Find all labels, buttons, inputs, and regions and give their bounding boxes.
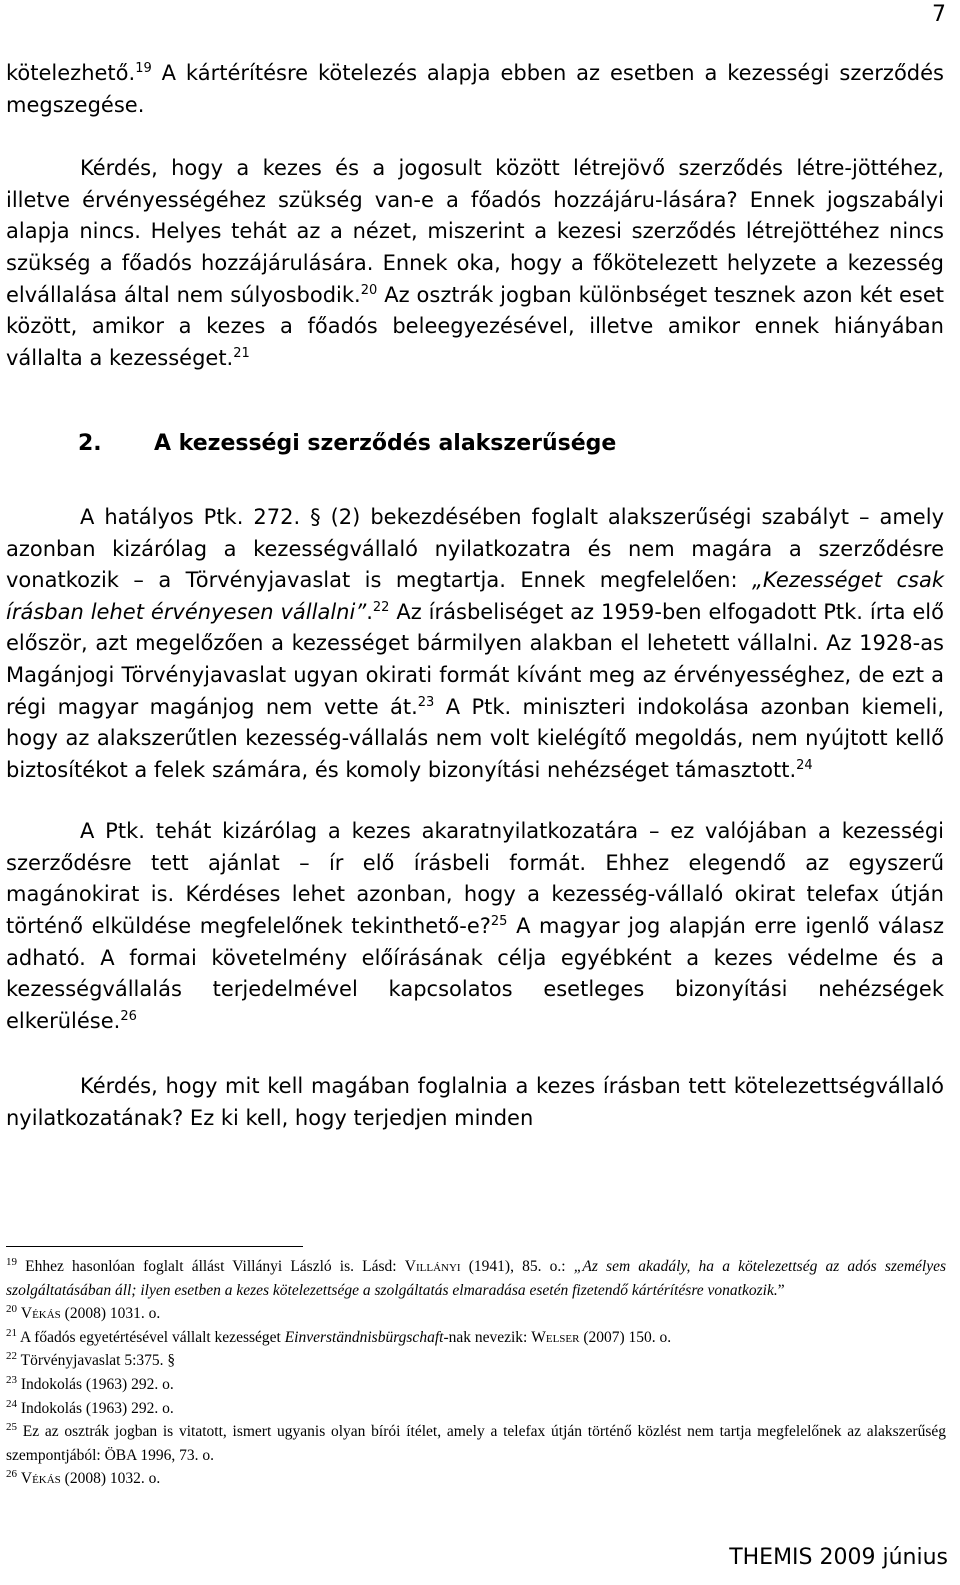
section-heading: [6, 428, 944, 460]
paragraph-5: [6, 1071, 944, 1134]
footnote-number: 21: [6, 1326, 17, 1339]
footnote-quote: „Az sem akadály, ha a kötelezettség az adós személyes szolgáltatásában áll; ilyen esetben a kezes kötelezettsége a szolgáltatás elmaradása esetén fizetendő kártérítésre vonatkozik.: [6, 1258, 946, 1299]
footnote-text: (1941), 85. o.:: [460, 1258, 574, 1275]
paragraph-1: [6, 58, 944, 121]
footnote-number: 23: [6, 1373, 17, 1386]
footnote-26: [6, 1467, 946, 1491]
footnote-25: [6, 1420, 946, 1467]
footnote-text: Ez az osztrák jogban is vitatott, ismert ugyanis olyan bírói ítélet, amely a telefax útján történő közlést nem tartja megfelelőnek az alakszerűség szempontjából: ÖBA 1996, 73. o.: [6, 1423, 946, 1464]
paragraph-text: .: [366, 599, 373, 624]
paragraph-2: [6, 153, 944, 374]
paragraph-text: Kérdés, hogy a kezes és a jogosult között létrejövő szerződés létre-jöttéhez, illetve érvényességéhez szükség van-e a főadós hozzájáru-lására? Ennek jogszabályi alapja nincs. Helyes tehát az a nézet, miszerint a kezesi szerződés létrejöttéhez nincs szükség a főadós hozzájárulására. Ennek oka, hogy a főkötelezett helyzete a kezesség elvállalása által nem súlyosbodik.: [6, 156, 944, 307]
footnote-23: [6, 1373, 946, 1397]
footnote-number: 26: [6, 1468, 17, 1481]
footnote-ref-21: 21: [233, 345, 250, 361]
footnote-text: Ehhez hasonlóan foglalt állást Villányi László is. Lásd:: [17, 1258, 405, 1275]
paragraph-text: A magyar jog alapján erre igenlő válasz adható. A formai követelmény előírásának célja egyébként a kezes védelme és a kezességvállalás terjedelmével kapcsolatos esetleges bizonyítási nehézségek elkerülése.: [6, 914, 944, 1033]
paragraph-text: A Ptk. tehát kizárólag a kezes akaratnyilatkozatára – ez valójában a kezességi szerződésre tett ajánlat – ír elő írásbeli formát. Ehhez elegendő az egyszerű magánokirat is. Kérdéses lehet azonban, hogy a kezesség-vállaló okirat telefax útján történő elküldése megfelelőnek tekinthető-e?: [6, 819, 944, 939]
footnote-text: Indokolás (1963) 292. o.: [17, 1399, 174, 1417]
body-text: [6, 58, 944, 1135]
footnote-term: Einverständnisbürgschaft: [284, 1328, 444, 1346]
footnote-ref-23: 23: [417, 694, 435, 710]
paragraph-3: [6, 502, 944, 786]
footnote-number: 22: [6, 1350, 17, 1363]
paragraph-text: A hatályos Ptk. 272. § (2) bekezdésében foglalt alakszerűségi szabályt – amely azonban kizárólag a kezességvállaló nyilatkozatra és nem magára a szerződésre vonatkozik – a Törvényjavaslat is megtartja. Ennek megfelelően:: [6, 504, 944, 593]
footnote-text: (2008) 1032. o.: [60, 1470, 161, 1488]
footnote-number: 19: [6, 1256, 17, 1268]
paragraph-text: Az osztrák jogban különbséget tesznek azon két eset között, amikor a kezes a főadós beleegyezésével, illetve amikor ennek hiányában vállalta a kezességet.: [6, 282, 944, 370]
footnote-22: [6, 1349, 946, 1373]
footnote-author: Welser: [531, 1328, 580, 1346]
footnote-ref-22: 22: [372, 599, 390, 615]
footnote-author: Vékás: [20, 1470, 61, 1488]
page-number: 7: [932, 2, 946, 27]
section-title: A kezességi szerződés alakszerűsége: [154, 431, 617, 457]
footnote-author: Villányi: [404, 1258, 461, 1275]
footnote-20: [6, 1302, 946, 1326]
footnote-ref-25: 25: [490, 914, 508, 930]
footnote-ref-20: 20: [360, 282, 378, 298]
footnote-separator: [6, 1246, 303, 1247]
paragraph-text: Kérdés, hogy mit kell magában foglalnia a kezes írásban tett kötelezettségvállaló nyilatkozatának? Ez ki kell, hogy terjedjen minden: [6, 1074, 944, 1131]
footnote-ref-19: 19: [135, 61, 152, 76]
footnotes: [6, 1255, 946, 1491]
paragraph-text: A kártérítésre kötelezés alapja ebben az esetben a kezességi szerződés megszegése.: [6, 61, 944, 117]
quoted-rule: „Kezességet csak írásban lehet érvényesen vállalni”: [6, 568, 944, 624]
footnote-21: [6, 1326, 946, 1350]
paragraph-text: A Ptk. miniszteri indokolása azonban kiemeli, hogy az alakszerűtlen kezesség-vállalás nem volt kielégítő megoldás, nem nyújtott kellő biztosítékot a felek számára, és komoly bizonyítási nehézséget támasztott.: [6, 694, 945, 782]
footnote-text: (2008) 1031. o.: [60, 1305, 161, 1323]
page-footer: THEMIS 2009 június: [729, 1545, 948, 1570]
footnote-text: A főadós egyetértésével vállalt kezességet: [17, 1328, 285, 1346]
footnote-19: [6, 1255, 946, 1302]
footnote-ref-24: 24: [796, 757, 813, 773]
paragraph-text: kötelezhető.: [6, 61, 136, 85]
footnote-text: Törvényjavaslat 5:375. §: [17, 1352, 176, 1370]
footnote-number: 25: [6, 1421, 17, 1434]
paragraph-4: [6, 816, 944, 1037]
footnote-text: ”: [777, 1281, 785, 1299]
footnote-number: 24: [6, 1397, 17, 1410]
footnote-author: Vékás: [20, 1305, 61, 1323]
section-number: 2.: [78, 431, 102, 457]
footnote-text: -nak nevezik:: [443, 1328, 532, 1346]
footnote-ref-26: 26: [120, 1008, 137, 1024]
footnote-24: [6, 1397, 946, 1421]
footnote-text: Indokolás (1963) 292. o.: [17, 1375, 174, 1393]
paragraph-text: Az írásbeliséget az 1959-ben elfogadott Ptk. írta elő először, azt megelőzően a kezességet bármilyen alakban el lehetett vállalni. Az 1928-as Magánjogi Törvényjavaslat ugyan okirati formát kívánt meg az érvényességhez, de ezt a régi magyar magánjog nem vette át.: [6, 599, 944, 719]
footnote-text: (2007) 150. o.: [579, 1328, 672, 1346]
footnote-number: 20: [6, 1303, 17, 1316]
